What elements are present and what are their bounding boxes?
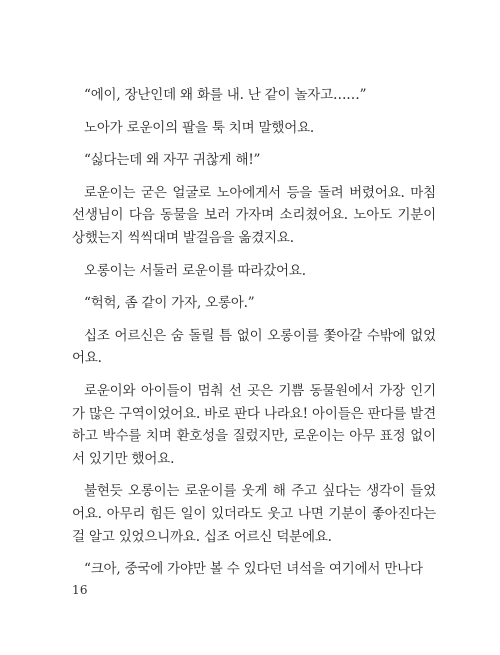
paragraph: 노아가 로운이의 팔을 툭 치며 말했어요.	[84, 119, 315, 136]
page-number: 16	[72, 583, 88, 597]
paragraph: “싫다는데 왜 자꾸 귀찮게 해!”	[84, 152, 261, 169]
body-text	[72, 84, 436, 591]
paragraph: 십조 어르신은 숨 돌릴 틈 없이 오롱이를 쫓아갈 수밖에 없었어요.	[72, 327, 436, 367]
paragraph: 불현듯 오롱이는 로운이를 웃게 해 주고 싶다는 생각이 들었어요. 아무리 힘든 일이 있더라도 웃고 나면 기분이 좋아진다는 걸 알고 있었으니까요. 십조 어르신 덕분에요.	[72, 483, 436, 545]
paragraph: “크아, 중국에 가야만 볼 수 있다던 녀석을 여기에서 만나다	[84, 561, 423, 578]
paragraph: 로운이와 아이들이 멈춰 선 곳은 기쁨 동물원에서 가장 인기가 많은 구역이었어요. 바로 판다 나라요! 아이들은 판다를 발견하고 박수를 치며 환호성을 질렀지만, 로운이는 아무 표정 없이 서 있기만 했어요.	[72, 382, 436, 467]
paragraph: 로운이는 굳은 얼굴로 노아에게서 등을 돌려 버렸어요. 마침 선생님이 다음 동물을 보러 가자며 소리쳤어요. 노아도 기분이 상했는지 씩씩대며 발걸음을 옮겼지요.	[72, 184, 436, 246]
paragraph: 오롱이는 서둘러 로운이를 따라갔어요.	[84, 262, 306, 279]
paragraph: “헉헉, 좀 같이 가자, 오롱아.”	[84, 295, 255, 312]
paragraph: “에이, 장난인데 왜 화를 내. 난 같이 놀자고……”	[84, 87, 367, 103]
